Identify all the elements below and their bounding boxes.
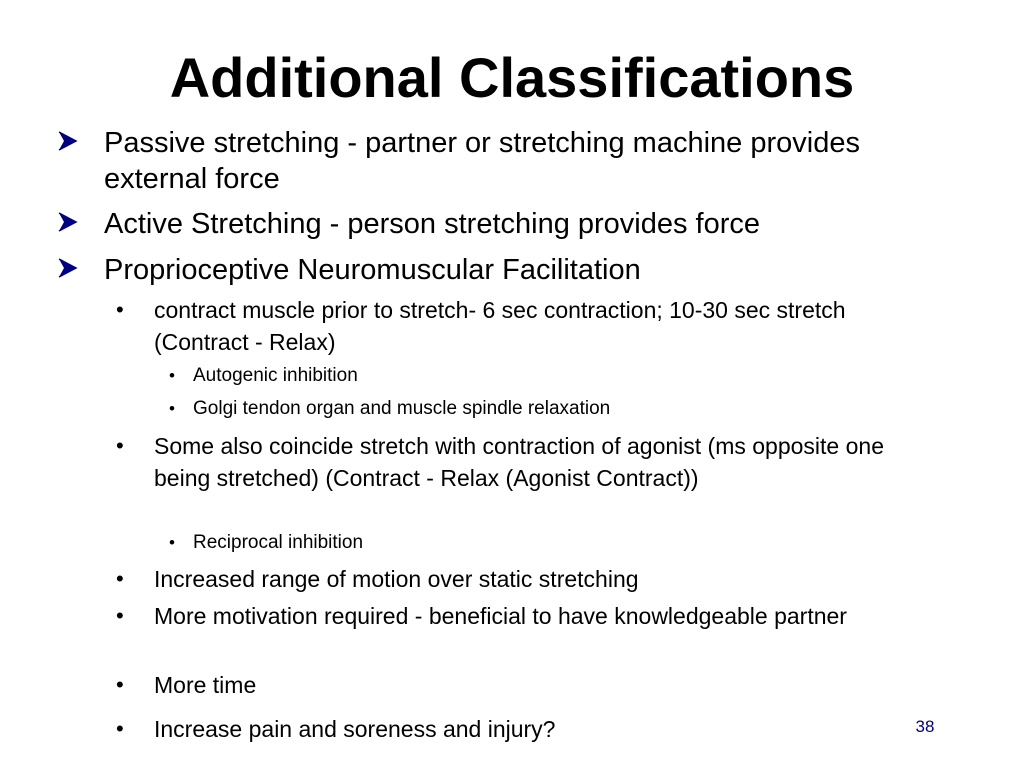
dot-bullet-icon: • [169, 533, 175, 552]
slide-title: Additional Classifications [169, 46, 855, 109]
dot-bullet-icon: • [116, 603, 124, 628]
sub-sub-item-golgi: Golgi tendon organ and muscle spindle relaxation [193, 398, 611, 419]
sub-item-contract-relax: contract muscle prior to stretch- 6 sec contraction; 10-30 sec stretch (Contract - Relax) [154, 297, 846, 355]
dot-bullet-icon: • [116, 566, 124, 591]
bullet-item-passive-stretching: Passive stretching - partner or stretching machine provides external force [104, 127, 860, 195]
sub-item-range-of-motion: Increased range of motion over static stretching [154, 566, 639, 592]
dot-bullet-icon: • [116, 716, 124, 741]
sub-item-agonist-contract: Some also coincide stretch with contraction of agonist (ms opposite one being stretched) (Contract - Relax (Agonist Contract)) [154, 433, 884, 491]
sub-sub-item-reciprocal: Reciprocal inhibition [193, 532, 364, 553]
arrow-bullet-icon [56, 126, 86, 162]
sub-item-pain-soreness: Increase pain and soreness and injury? [154, 716, 556, 742]
arrow-bullet-icon [56, 207, 86, 243]
bullet-item-active-stretching: Active Stretching - person stretching provides force [104, 208, 761, 240]
dot-bullet-icon: • [116, 672, 124, 697]
dot-bullet-icon: • [169, 366, 175, 385]
sub-item-more-time: More time [154, 672, 257, 698]
sub-item-motivation: More motivation required - beneficial to have knowledgeable partner [154, 603, 847, 629]
sub-sub-item-autogenic: Autogenic inhibition [193, 365, 358, 386]
dot-bullet-icon: • [169, 399, 175, 418]
dot-bullet-icon: • [116, 433, 124, 458]
dot-bullet-icon: • [116, 297, 124, 322]
arrow-bullet-icon [56, 253, 86, 289]
bullet-item-pnf: Proprioceptive Neuromuscular Facilitation [104, 254, 641, 286]
page-number: 38 [915, 717, 935, 736]
